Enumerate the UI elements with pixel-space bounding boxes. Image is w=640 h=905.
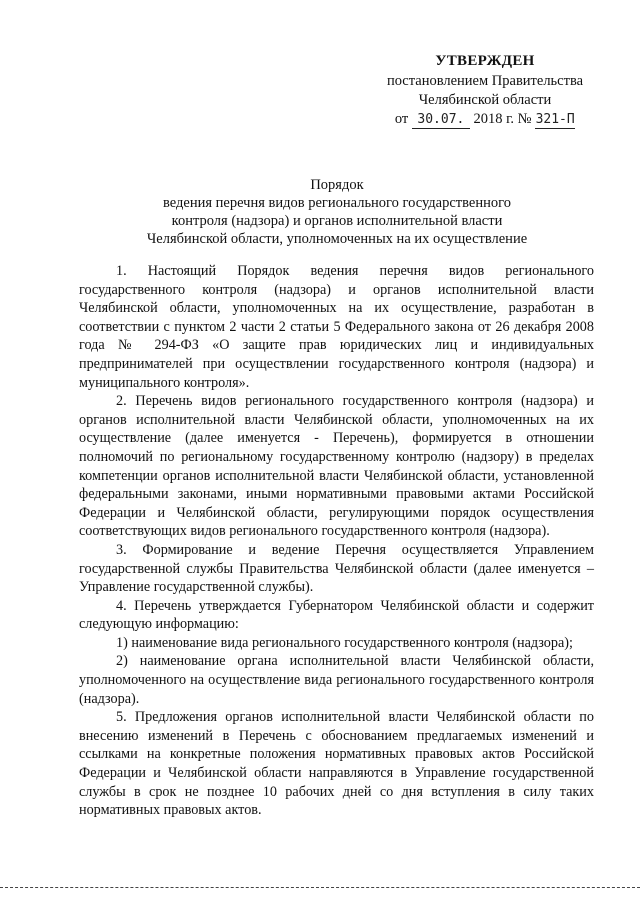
paragraph-4-item-1: 1) наименование вида регионального государственного контроля (надзора); bbox=[116, 634, 573, 651]
approval-line-2: Челябинской области bbox=[418, 92, 552, 108]
title-word: Порядок bbox=[310, 177, 364, 193]
approval-line-1: постановлением Правительства bbox=[386, 73, 584, 89]
paragraph-5: 5. Предложения органов исполнительной власти Челябинской области по внесению изменений в Перечень с обоснованием предлагаемых изменений и ссылками на конкретные положения нормативных правовых актов Российской Федерации и Челябинской области направляются в Управление государственной службы в срок не позднее 10 рабочих дней со дня вступления в силу таких нормативных правовых актов. bbox=[79, 709, 594, 819]
approval-number-handwritten: 321-П bbox=[535, 112, 575, 127]
paragraph-1: 1. Настоящий Порядок ведения перечня видов регионального государственного контроля (надзора) и органов исполнительной власти Челябинской области, уполномоченных на их осуществление, разработан в соответствии с пунктом 2 части 2 статьи 5 Федерального закона от 26 декабря 2008 года № 294-ФЗ «О защите прав юридических лиц и индивидуальных предпринимателей при осуществлении государственного контроля (надзора) и муниципального контроля». bbox=[79, 263, 594, 391]
approval-date-line bbox=[375, 110, 595, 129]
document-body bbox=[79, 262, 594, 820]
title-line-3: Челябинской области, уполномоченных на их осуществление bbox=[146, 231, 528, 247]
paragraph-2: 2. Перечень видов регионального государственного контроля (надзора) и органов исполнительной власти Челябинской области, уполномоченных на их осуществление (далее именуется - Перечень), формируется в отношении полномочий по региональному государственному контролю (надзору) в пределах компетенции органов исполнительной власти Челябинской области, установленной федеральными законами, иными нормативными правовыми актами Российской Федерации и Челябинской области, регулирующими порядок осуществления соответствующих видов регионального государственного контроля (надзора). bbox=[79, 393, 594, 540]
approval-heading: УТВЕРЖДЕН bbox=[435, 53, 535, 69]
approval-stamp bbox=[375, 52, 595, 129]
paragraph-4-item-2: 2) наименование органа исполнительной власти Челябинской области, уполномоченного на осуществление вида регионального государственного контроля (надзора). bbox=[79, 653, 594, 707]
approval-date-prefix: от bbox=[394, 111, 409, 127]
page-bottom-rule bbox=[0, 887, 640, 888]
document-title bbox=[90, 176, 584, 248]
title-line-2: контроля (надзора) и органов исполнительной власти bbox=[171, 213, 503, 229]
approval-date-handwritten: 30.07. bbox=[412, 112, 470, 129]
approval-year-text: 2018 г. № bbox=[473, 111, 532, 127]
paragraph-3: 3. Формирование и ведение Перечня осуществляется Управлением государственной службы Правительства Челябинской области (далее именуется – Управление государственной службы). bbox=[79, 541, 594, 596]
title-line-1: ведения перечня видов регионального государственного bbox=[163, 195, 511, 211]
paragraph-4: 4. Перечень утверждается Губернатором Челябинской области и содержит следующую информацию: bbox=[79, 597, 594, 633]
